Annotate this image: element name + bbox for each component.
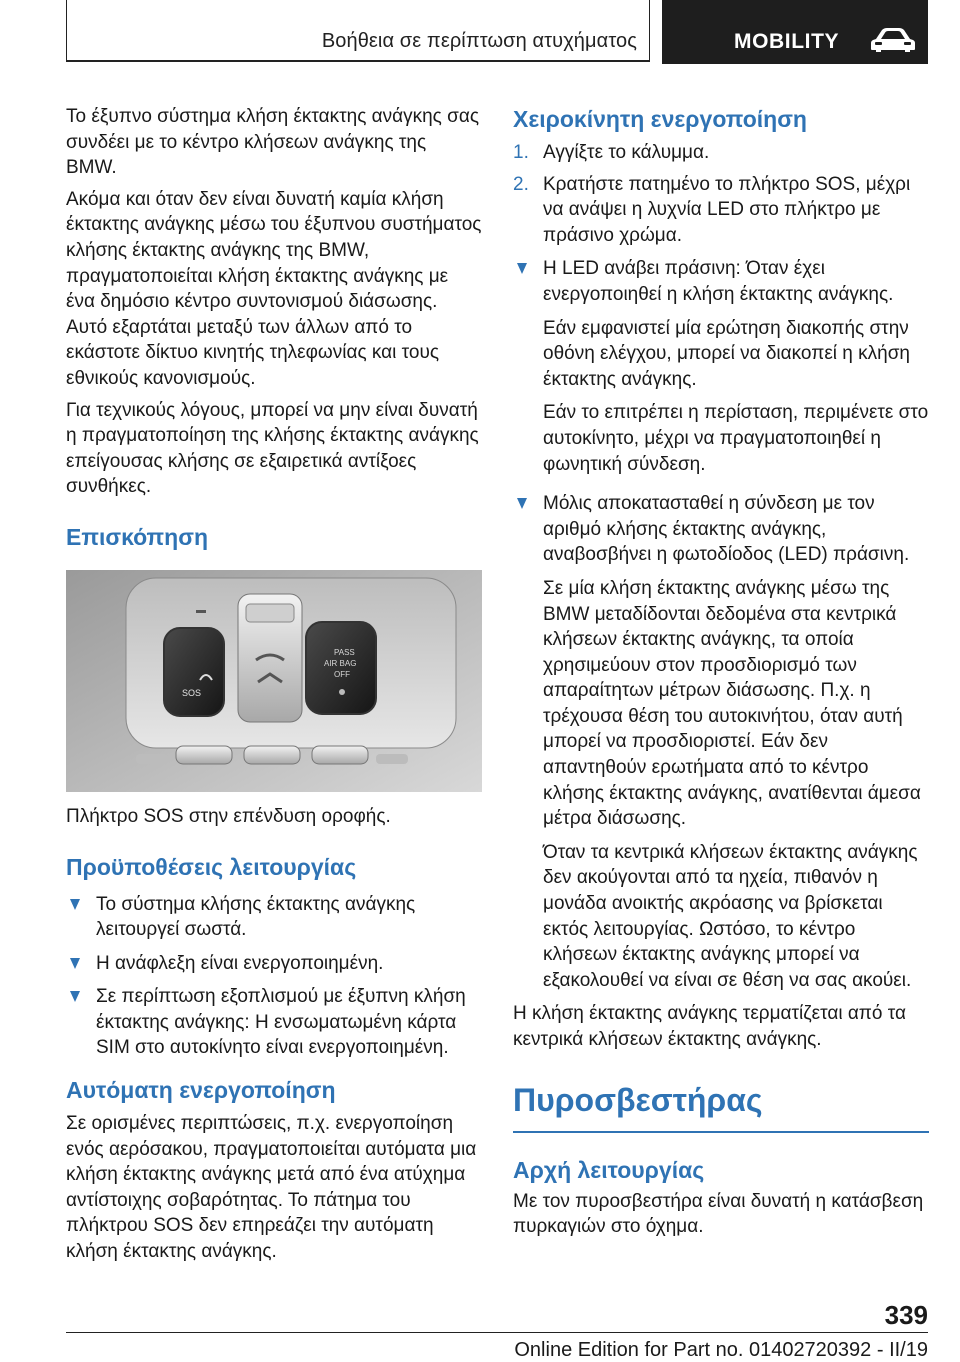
sos-button-label: SOS xyxy=(182,687,202,698)
triangle-bullet-icon xyxy=(70,958,80,969)
intro-paragraph: Ακόμα και όταν δεν είναι δυνατή καμία κλήση έκτακτης ανάγκης μέσω του έξυπνου συστήματος κλήσης έκτακτης ανάγκης της BMW, πραγματοποιείται κλήση έκτακτης ανάγκης με ένα δημόσιο κέντρο συντονισμού διάσωσης. Αυτό εξαρτάται μεταξύ των άλλων από το εκάστοτε δίκτυο κινητής τηλεφωνίας και τους εθνικούς κανονισμούς. xyxy=(66,188,482,389)
step-item: 1. Αγγίξτε το κάλυμμα. xyxy=(513,142,710,163)
steps-list xyxy=(513,140,929,248)
principle-heading: Αρχή λειτουργίας xyxy=(513,1156,705,1183)
prerequisites-list xyxy=(66,892,482,1062)
list-item: Το σύστημα κλήσης έκτακτης ανάγκης λειτουργεί σωστά. xyxy=(66,892,482,943)
led-status-list xyxy=(513,256,929,993)
photo-caption: Πλήκτρο SOS στην επένδυση οροφής. xyxy=(66,805,391,827)
list-item: Η ανάφλεξη είναι ενεργοποιημένη. xyxy=(66,951,482,977)
list-item: Μόλις αποκατασταθεί η σύνδεση με τον αριθμό κλήσης έκτακτης ανάγκης, αναβοσβήνει η φωτοδίοδος (LED) πράσινη. Σε μία κλήση έκτακτης ανάγκης μέσω της BMW μεταδίδονται δεδομένα στα κεντρικά κλήσεων έκτακτης ανάγκης, τα οποία χρησιμεύουν στον προσδιορισμό των απαραίτητων μέτρων διάσωσης. Π.χ. η τρέχουσα θέση του αυτοκινήτου, όταν αυτή μπορεί να προσδιοριστεί. Εάν δεν απαντηθούν ερωτήματα από το κέντρο κλήσης έκτακτης ανάγκης, ανατίθενται άμεσα μέτρα διάσωσης. Όταν τα κεντρικά κλήσεων έκτακτης ανάγκης δεν ακούγονται από τα ηχεία, πιθανόν η μονάδα ανοικτής ακρόασης να βρίσκεται εκτός λειτουργίας. Ωστόσο, το κέντρο κλήσεων έκτακτης ανάγκης μπορεί να εξακολουθεί να είναι σε θέση να σας ακούει. xyxy=(513,491,929,993)
auto-activation-text: Σε ορισμένες περιπτώσεις, π.χ. ενεργοποίηση ενός αερόσακου, πραγματοποιείται αυτόματα μια κλήση έκτακτης ανάγκης μετά από ένα ατύχημα αντίστοιχης σοβαρότητας. Το πάτημα του πλήκτρου SOS δεν επηρεάζει την αυτόματη κλήση έκτακτης ανάγκης. xyxy=(66,1113,477,1263)
fire-extinguisher-heading: Πυροσβεστήρας xyxy=(513,1081,929,1133)
triangle-bullet-icon xyxy=(70,899,80,910)
chapter-label: MOBILITY xyxy=(734,30,840,53)
auto-activation-heading: Αυτόματη ενεργοποίηση xyxy=(66,1077,336,1104)
section-title: Βοήθεια σε περίπτωση ατυχήματος xyxy=(321,30,637,52)
list-item: Σε περίπτωση εξοπλισμού με έξυπνη κλήση έκτακτης ανάγκης: Η ενσωματωμένη κάρτα SIM στο αυτοκίνητο είναι ενεργοποιημένη. xyxy=(66,984,482,1061)
triangle-bullet-icon xyxy=(517,498,527,509)
prerequisites-heading: Προϋποθέσεις λειτουργίας xyxy=(66,853,357,880)
sos-button-photo xyxy=(66,570,482,792)
airbag-label-1: PASS xyxy=(334,647,355,657)
right-column xyxy=(513,104,929,1246)
page-header xyxy=(66,0,928,64)
triangle-bullet-icon xyxy=(517,263,527,274)
intro-paragraph: Για τεχνικούς λόγους, μπορεί να μην είναι δυνατή η πραγματοποίηση της κλήσης έκτακτης ανάγκης επείγουσας κλήσης σε εξαιρετικά αντίξοες συνθήκες. xyxy=(66,399,479,498)
page-number: 339 xyxy=(884,1300,928,1330)
overview-heading: Επισκόπηση xyxy=(66,523,208,550)
edition-text: Online Edition for Part no. 01402720392 - II/19 xyxy=(514,1339,928,1361)
airbag-label-2: AIR BAG xyxy=(324,658,357,668)
footer-divider xyxy=(66,1332,928,1333)
manual-activation-heading: Χειροκίνητη ενεργοποίηση xyxy=(513,106,807,132)
section-tab xyxy=(66,0,650,62)
intro-paragraph: Το έξυπνο σύστημα κλήση έκτακτης ανάγκης σας συνδέει με το κέντρο κλήσεων ανάγκης της BMW. xyxy=(66,106,479,179)
end-call-text: Η κλήση έκτακτης ανάγκης τερματίζεται από τα κεντρικά κλήσεων έκτακτης ανάγκης. xyxy=(513,1003,906,1050)
left-column xyxy=(66,104,482,1271)
chapter-tab xyxy=(662,0,928,64)
airbag-label-3: OFF xyxy=(334,669,350,679)
principle-text: Με τον πυροσβεστήρα είναι δυνατή η κατάσβεση πυρκαγιών στο όχημα. xyxy=(513,1190,924,1238)
car-icon xyxy=(870,27,916,53)
step-item: 2. Κρατήστε πατημένο το πλήκτρο SOS, μέχρι να ανάψει η λυχνία LED στο πλήκτρο με πράσινο χρώμα. xyxy=(513,173,911,246)
triangle-bullet-icon xyxy=(70,991,80,1002)
list-item: Η LED ανάβει πράσινη: Όταν έχει ενεργοποιηθεί η κλήση έκτακτης ανάγκης. Εάν εμφανιστεί μία ερώτηση διακοπής στην οθόνη ελέγχου, μπορεί να διακοπεί η κλήση έκτακτης ανάγκης. Εάν το επιτρέπει η περίσταση, περιμένετε στο αυτοκίνητο, μέχρι να πραγματοποιηθεί η φωνητική σύνδεση. xyxy=(513,256,929,477)
